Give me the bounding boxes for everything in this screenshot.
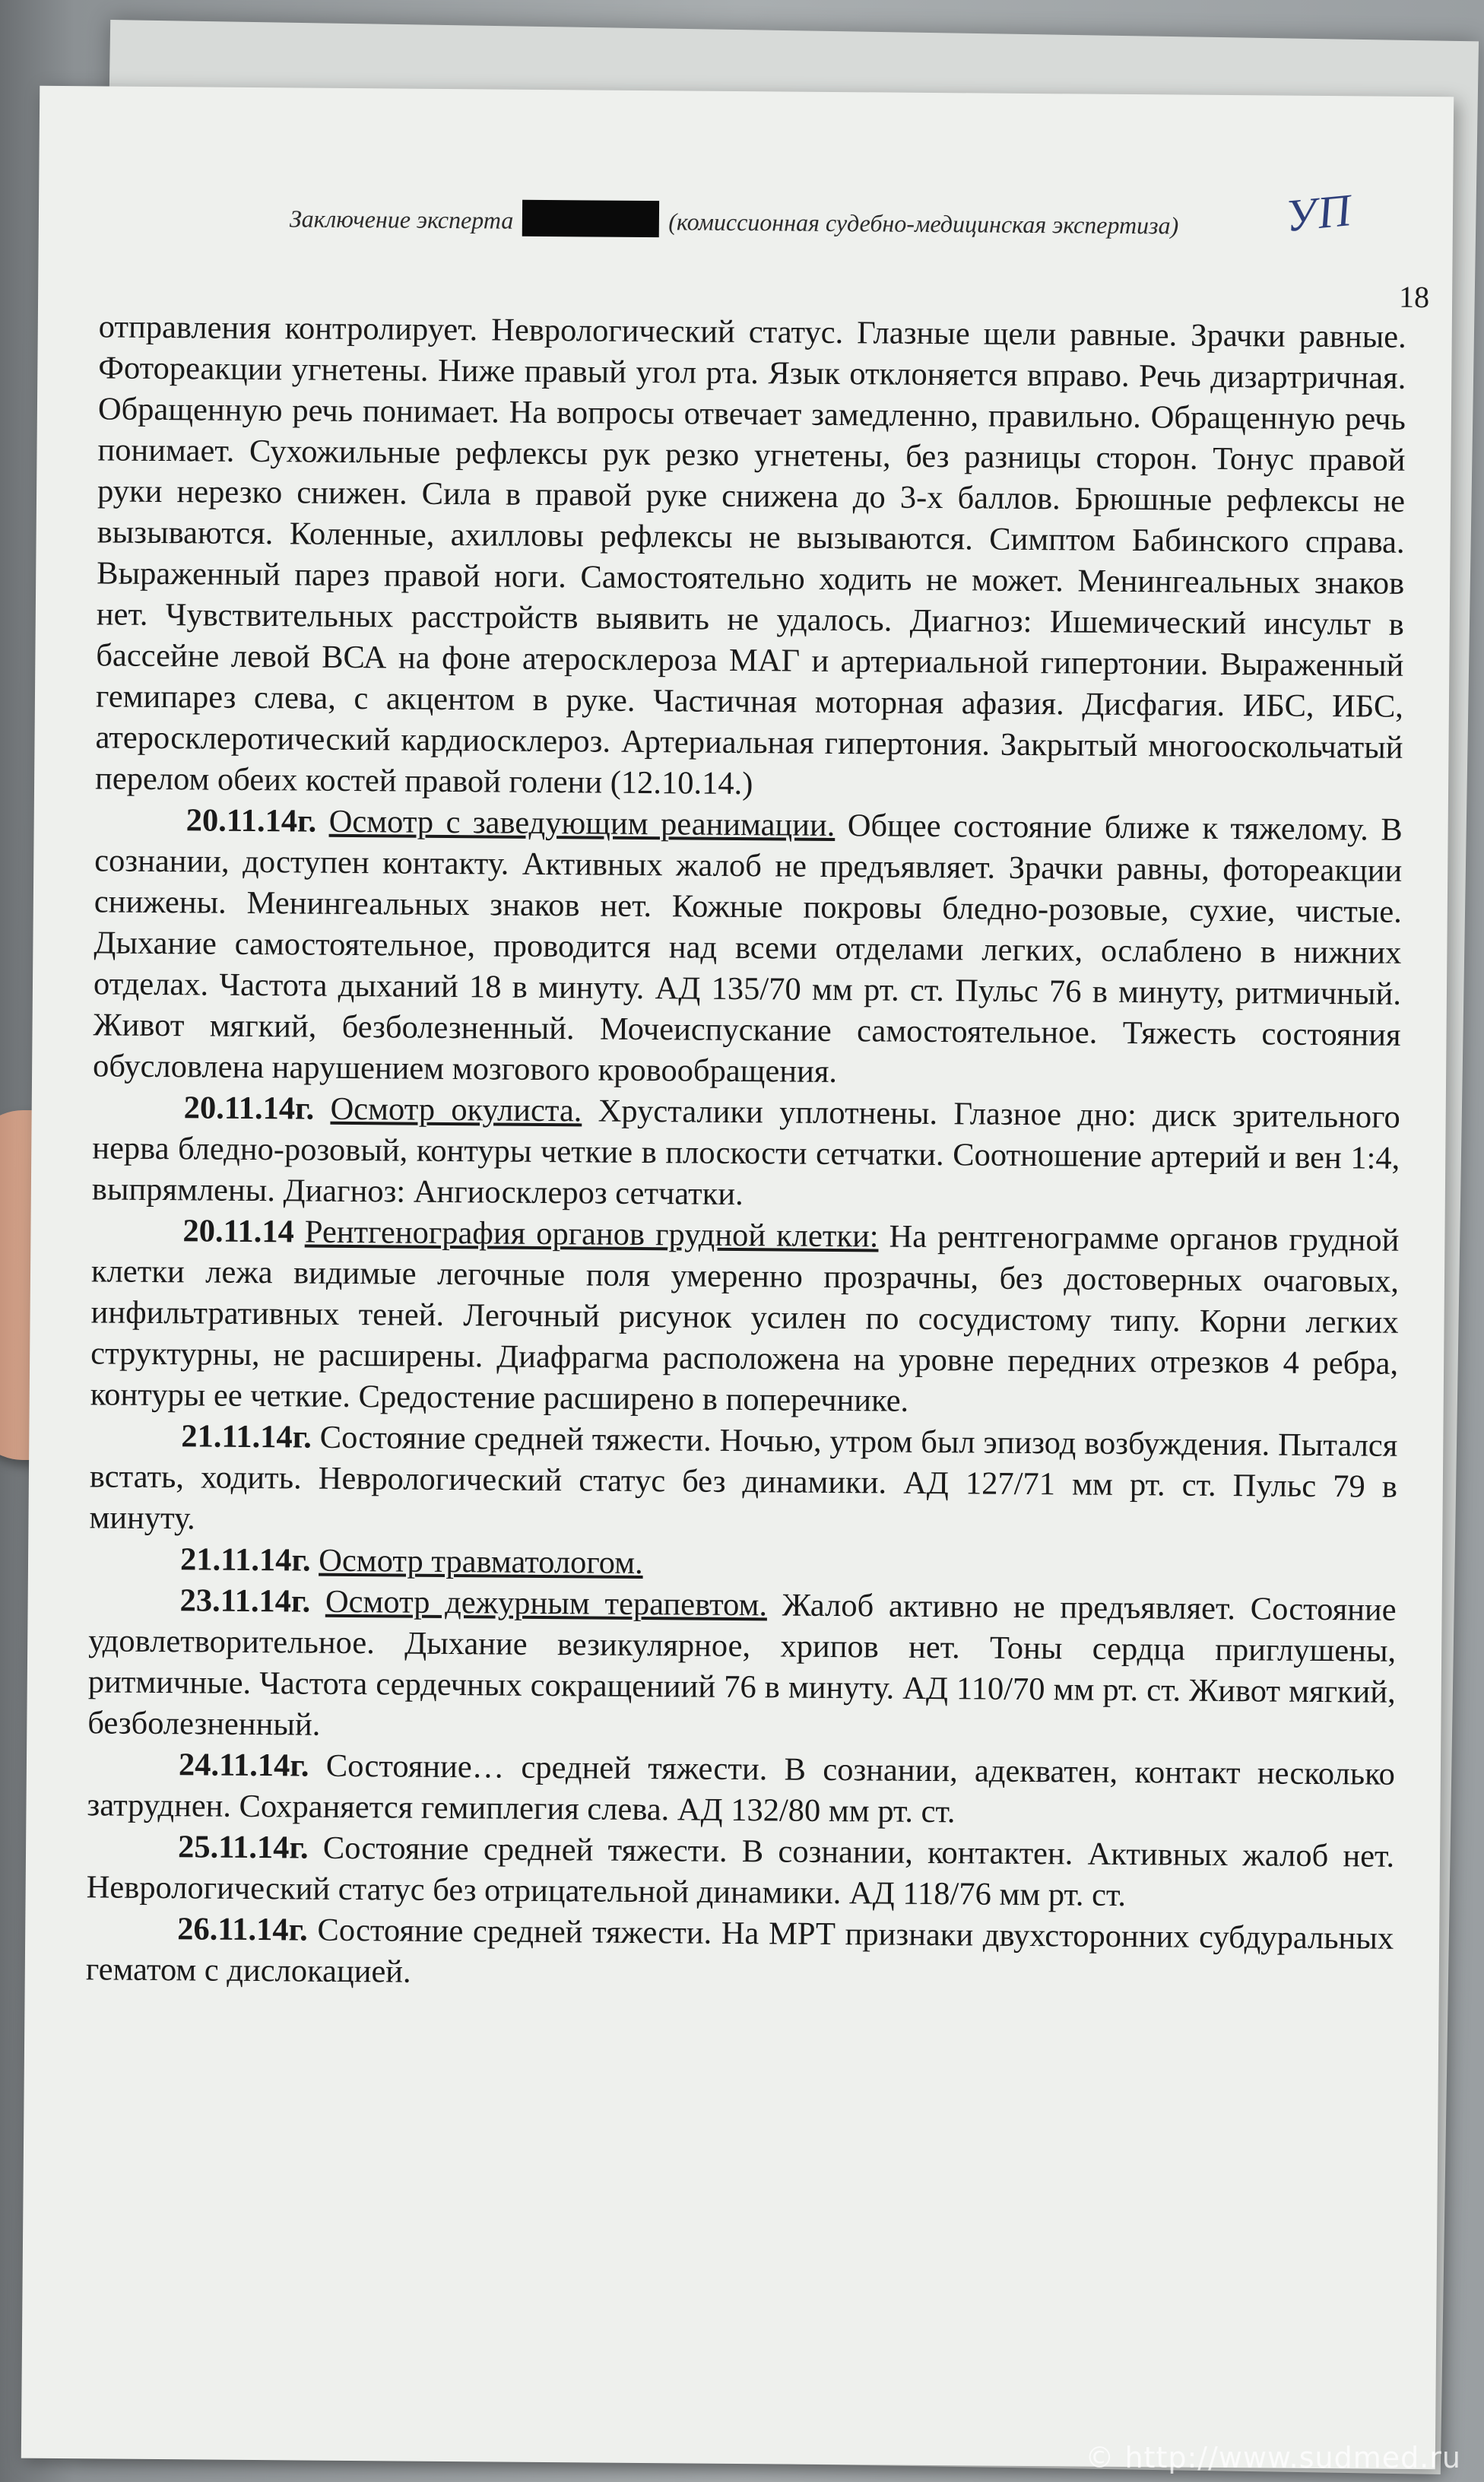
entry-date: 23.11.14г. <box>179 1582 311 1620</box>
redaction-bar <box>522 200 659 237</box>
entry-text: Состояние… средней тяжести. В сознании, адекватен, контакт несколько затруднен. Сохраняется гемиплегия слева. АД 132/80 мм рт. ст. <box>87 1747 1396 1830</box>
entry-date: 21.11.14г. <box>179 1541 311 1579</box>
entry-paragraph <box>92 1087 1400 1220</box>
entry-text: На рентгенограмме органов грудной клетки лежа видимые легочные поля умеренно прозрачны, без достоверных очаговых, инфильтративных теней. Легочный рисунок усилен по сосудистому типу. Корни легких структурны, не расширены. Диафрагма расположена на уровне передних отрезков 4 ребра, контуры ее четкие. Средостение расширено в поперечнике. <box>90 1218 1400 1419</box>
intro-paragraph: отправления контролирует. Неврологический статус. Глазные щели равные. Зрачки равные. Фотореакции угнетены. Ниже правый угол рта. Язык отклоняется вправо. Речь дизартричная. Обращенную речь понимает. На вопросы отвечает замедленно, правильно. Обращенную речь понимает. Сухожильные рефлексы рук резко угнетены, без разницы сторон. Тонус правой руки нерезко снижен. Сила в правой руке снижена до 3-х баллов. Брюшные рефлексы не вызываются. Коленные, ахилловы рефлексы не вызываются. Симптом Бабинского справа. Выраженный парез правой ноги. Самостоятельно ходить не может. Менингеальных знаков нет. Чувствительных расстройств выявить не удалось. Диагноз: Ишемический инсульт в бассейне левой ВСА на фоне атеросклероза МАГ и артериальной гипертонии. Выраженный гемипарез слева, с акцентом в руке. Частичная моторная афазия. Дисфагия. ИБС, ИБС, атеросклеротический кардиосклероз. Артериальная гипертония. Закрытый многооскольчатый перелом обеих костей правой голени (12.10.14.) <box>94 309 1406 802</box>
entry-date: 20.11.14г. <box>186 802 317 840</box>
entry-paragraph <box>87 1579 1397 1754</box>
entry-paragraph <box>90 1210 1400 1426</box>
entry-date: 24.11.14г. <box>178 1747 309 1784</box>
entry-text: Состояние средней тяжести. В сознании, контактен. Активных жалоб нет. Неврологический статус без отрицательной динамики. АД 118/76 мм рт. ст. <box>86 1830 1395 1914</box>
entry-text: Жалоб активно не предъявляет. Состояние удовлетворительное. Дыхание везикулярное, хрипов нет. Тоны сердца приглушены, ритмичные. Частота сердечных сокращениий 76 в минуту. АД 110/70 мм рт. ст. Живот мягкий, безболезненный. <box>87 1587 1397 1743</box>
entry-paragraph <box>89 1415 1397 1549</box>
entry-title: Осмотр с заведующим реанимации. <box>328 803 836 843</box>
site-watermark: © http://www.sudmed.ru <box>1085 2441 1461 2474</box>
entry-date: 26.11.14г. <box>177 1911 308 1948</box>
handwritten-mark: УП <box>1283 184 1355 242</box>
entry-title: Рентгенография органов грудной клетки: <box>304 1214 879 1255</box>
document-body <box>86 306 1406 2000</box>
page-number: 18 <box>1398 279 1430 315</box>
entry-date: 21.11.14г. <box>181 1418 312 1455</box>
entry-paragraph <box>87 1744 1395 1836</box>
entry-date: 20.11.14г. <box>183 1090 315 1127</box>
entry-text: Состояние средней тяжести. На МРТ признаки двухсторонних субдуральных гематом с дислокацией. <box>85 1912 1394 1990</box>
entry-date: 25.11.14г. <box>177 1829 309 1866</box>
entry-text: Состояние средней тяжести. Ночью, утром был эпизод возбуждения. Пытался встать, ходить. Неврологический статус без динамики. АД 127/71 мм рт. ст. Пульс 79 в минуту. <box>89 1419 1398 1537</box>
entry-paragraph <box>86 1826 1394 1919</box>
header-prefix: Заключение эксперта <box>289 205 514 234</box>
entry-title: Осмотр окулиста. <box>330 1090 582 1129</box>
entry-date: 20.11.14 <box>182 1213 295 1250</box>
page-header <box>290 198 1179 241</box>
entry-paragraph <box>93 799 1403 1097</box>
entry-title: Осмотр травматологом. <box>319 1542 643 1582</box>
entry-text: Хрусталики уплотнены. Глазное дно: диск зрительного нерва бледно-розовый, контуры четкие в плоскости сетчатки. Соотношение артерий и вен 1:4, выпрямлены. Диагноз: Ангиосклероз сетчатки. <box>91 1093 1400 1213</box>
header-suffix: (комиссионная судебно-медицинская экспертиза) <box>668 208 1179 240</box>
entry-paragraph <box>86 1908 1394 2001</box>
document-page <box>21 86 1454 2470</box>
entry-title: Осмотр дежурным терапевтом. <box>325 1583 768 1623</box>
entry-text: Общее состояние ближе к тяжелому. В сознании, доступен контакту. Активных жалоб не предъявляет. Зрачки равны, фотореакции снижены. Менингеальных знаков нет. Кожные покровы бледно-розовые, сухие, чистые. Дыхание самостоятельное, проводится над всеми отделами легких, ослаблено в нижних отделах. Частота дыханий 18 в минуту. АД 135/70 мм рт. ст. Пульс 76 в минуту, ритмичный. Живот мягкий, безболезненный. Мочеиспускание самостоятельное. Тяжесть состояния обусловлена нарушением мозгового кровообращения. <box>92 808 1403 1090</box>
